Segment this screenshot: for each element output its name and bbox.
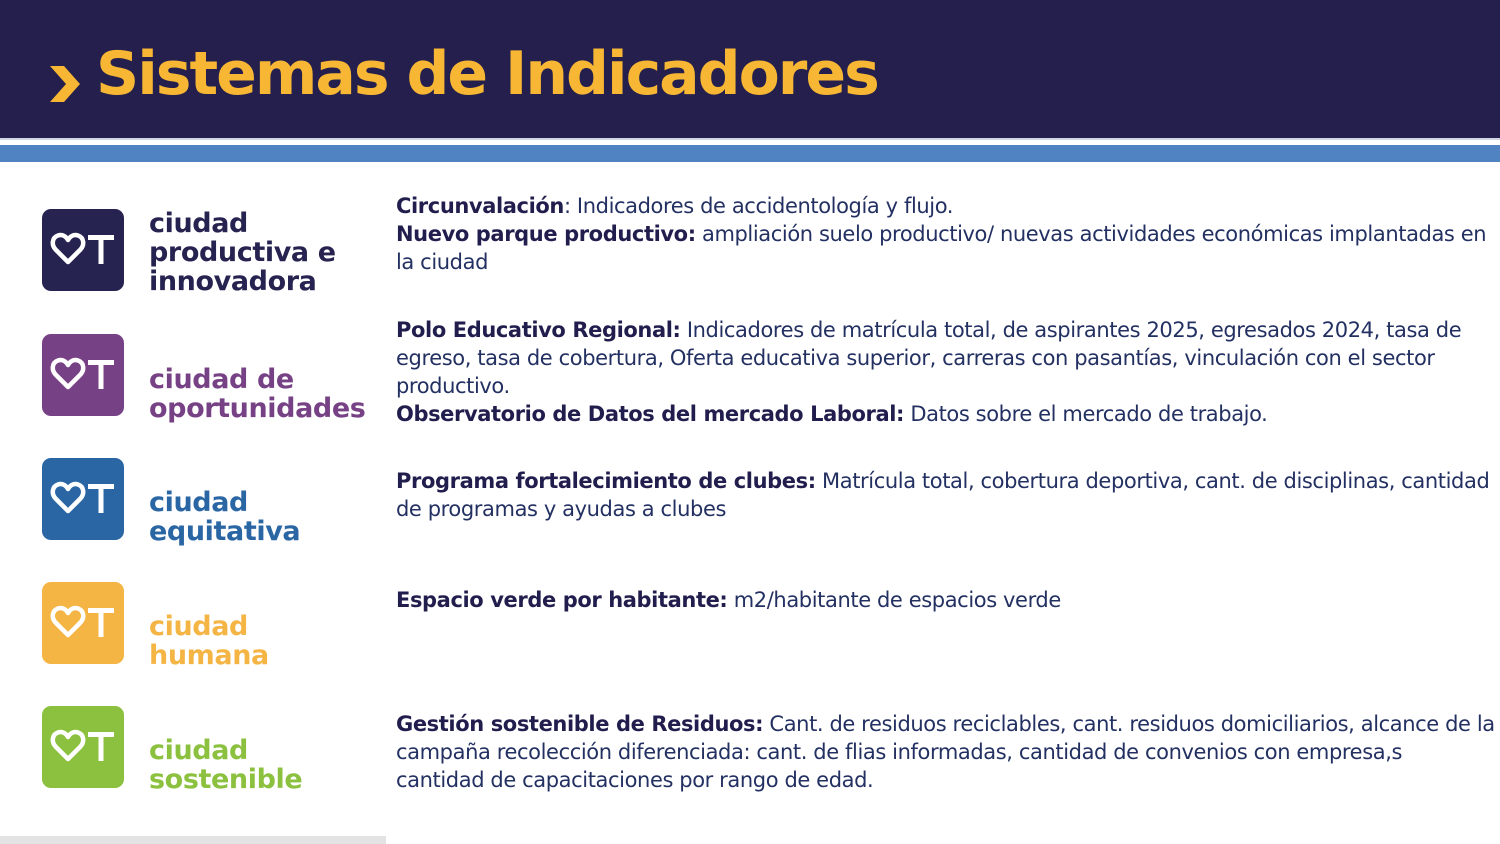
indicator-description [396, 316, 1496, 428]
category-label [149, 612, 269, 670]
indicator-item [396, 220, 1496, 276]
t-letter-stem [99, 360, 104, 389]
category-label-line: ciudad de [149, 364, 294, 395]
category-label-line: ciudad [149, 611, 248, 642]
heart-t-mark-icon [42, 209, 124, 291]
indicator-item [396, 400, 1496, 428]
category-label-line: innovadora [149, 266, 317, 297]
category-label [149, 365, 365, 423]
category-label-line: oportunidades [149, 393, 366, 424]
indicator-item [396, 316, 1496, 400]
category-label-line: ciudad [149, 735, 248, 766]
t-letter-stem [99, 484, 104, 513]
indicator-description [396, 192, 1496, 276]
heart-t-logo-icon [42, 334, 124, 416]
title-banner [0, 0, 1500, 140]
bottom-divider [0, 836, 386, 844]
chevron-right-icon [48, 64, 82, 104]
category-label-line: productiva e [149, 237, 336, 268]
indicator-text: Datos sobre el mercado de trabajo. [904, 402, 1268, 426]
indicator-name: Programa fortalecimiento de clubes: [396, 469, 816, 493]
heart-t-mark-icon [42, 582, 124, 664]
category-label-line: ciudad [149, 208, 248, 239]
indicator-separator: : [563, 194, 571, 218]
indicator-text: ampliación suelo productivo/ nuevas actividades económicas implantadas en la ciudad [396, 222, 1487, 274]
indicator-text: Indicadores de accidentología y flujo. [570, 194, 954, 218]
indicator-item [396, 710, 1496, 794]
indicator-item [396, 467, 1496, 523]
indicator-name: Nuevo parque productivo: [396, 222, 696, 246]
category-label-line: ciudad [149, 487, 248, 518]
heart-t-mark-icon [42, 334, 124, 416]
indicator-name: Polo Educativo Regional: [396, 318, 681, 342]
heart-icon [53, 732, 83, 759]
indicator-text: Indicadores de matrícula total, de aspirantes 2025, egresados 2024, tasa de egreso, tasa de cobertura, Oferta educativa superior, carreras con pasantías, vinculación con el sector productivo. [396, 318, 1462, 398]
t-letter-stem [99, 732, 104, 761]
category-label-line: humana [149, 640, 269, 671]
indicator-text: Matrícula total, cobertura deportiva, cant. de disciplinas, cantidad de programas y ayudas a clubes [396, 469, 1490, 521]
indicator-description [396, 586, 1496, 614]
indicator-description [396, 710, 1496, 794]
heart-icon [53, 484, 83, 511]
heart-icon [53, 608, 83, 635]
indicator-item [396, 192, 1496, 220]
indicator-name: Circunvalación [396, 194, 564, 218]
heart-t-logo-icon [42, 209, 124, 291]
heart-t-logo-icon [42, 582, 124, 664]
category-label [149, 736, 302, 794]
indicator-description [396, 467, 1496, 523]
indicator-name: Gestión sostenible de Residuos: [396, 712, 764, 736]
category-label-line: equitativa [149, 516, 301, 547]
heart-t-logo-icon [42, 706, 124, 788]
indicator-text: m2/habitante de espacios verde [727, 588, 1061, 612]
category-label [149, 209, 336, 296]
t-letter-stem [99, 608, 104, 637]
heart-t-logo-icon [42, 458, 124, 540]
heart-icon [53, 235, 83, 262]
category-label-line: sostenible [149, 764, 303, 795]
header-accent-bar [0, 145, 1500, 162]
t-letter-stem [99, 235, 104, 264]
indicator-item [396, 586, 1496, 614]
indicator-name: Observatorio de Datos del mercado Laboral: [396, 402, 905, 426]
heart-t-mark-icon [42, 458, 124, 540]
heart-t-mark-icon [42, 706, 124, 788]
page-title: Sistemas de Indicadores [96, 39, 878, 109]
indicator-text: Cant. de residuos reciclables, cant. residuos domiciliarios, alcance de la campaña recolección diferenciada: cant. de flias informadas, cantidad de convenios con empresa,s cantidad de capacitaciones por rango de edad. [396, 712, 1495, 792]
indicator-name: Espacio verde por habitante: [396, 588, 728, 612]
category-label [149, 488, 300, 546]
heart-icon [53, 360, 83, 387]
